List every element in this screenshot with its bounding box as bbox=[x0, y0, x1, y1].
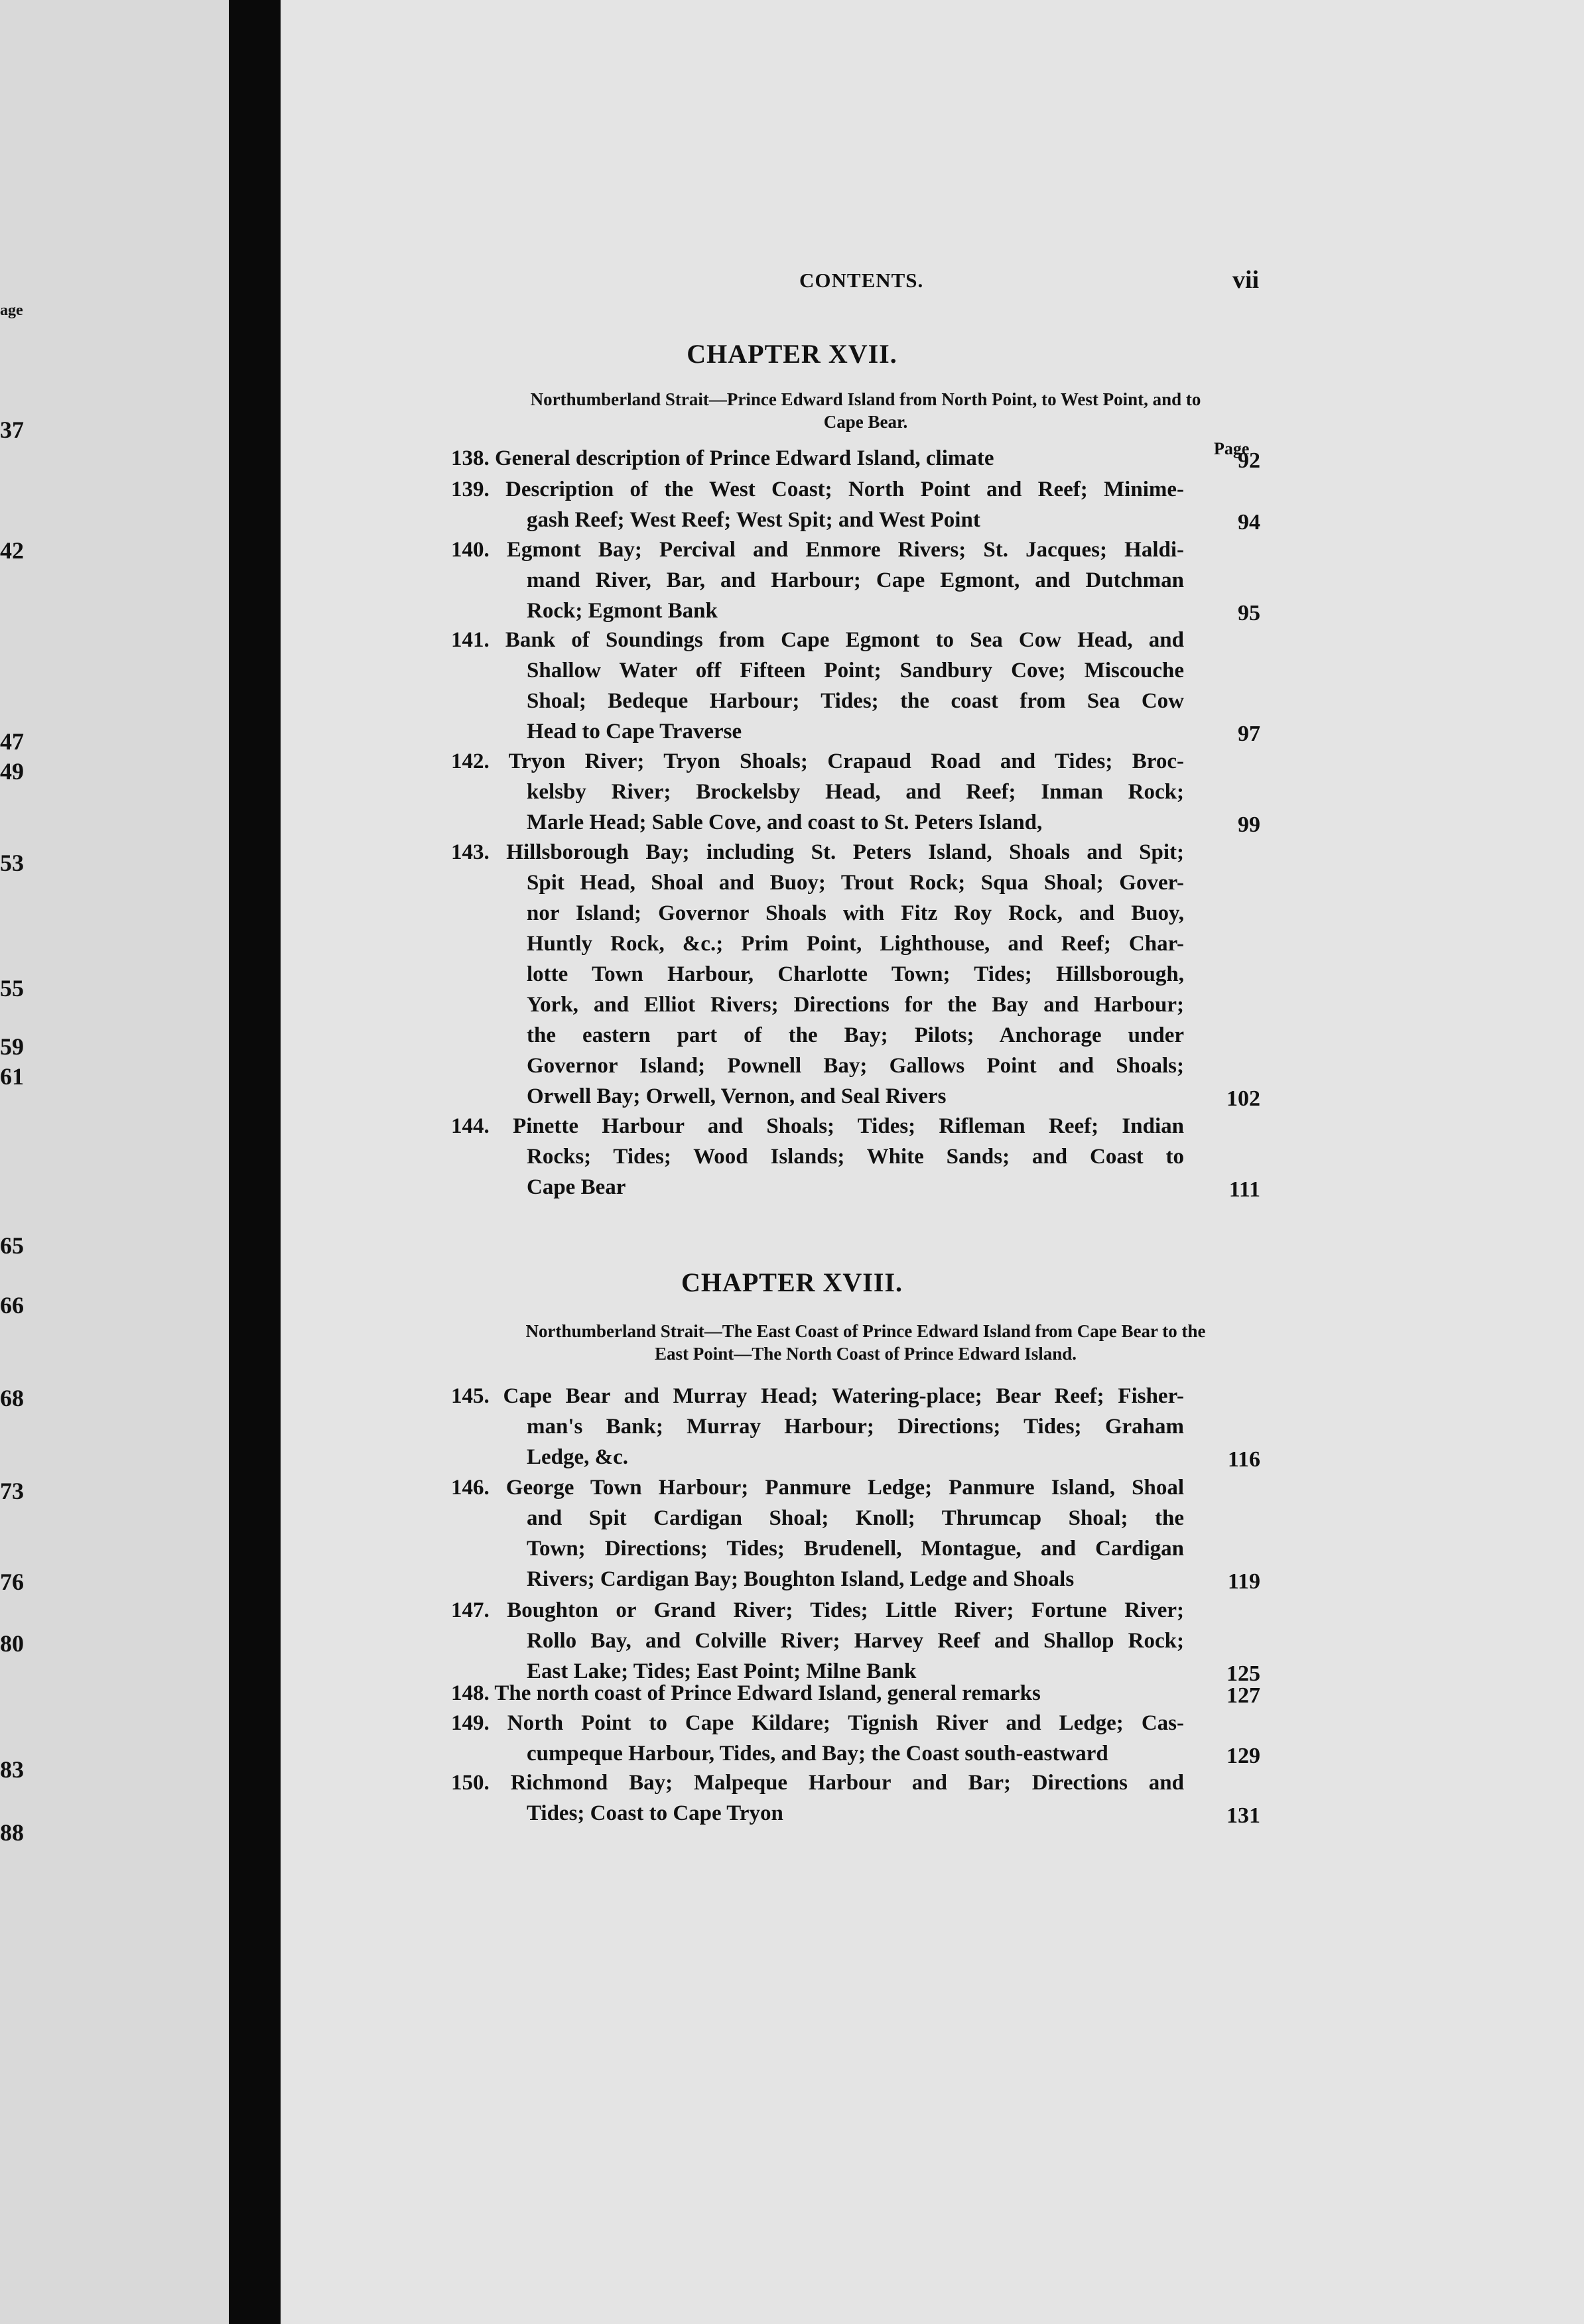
contents-entry bbox=[451, 625, 1184, 747]
entry-line: 147. Boughton or Grand River; Tides; Little River; Fortune River; bbox=[451, 1598, 1184, 1622]
entry-line: mand River, Bar, and Harbour; Cape Egmont, and Dutchman bbox=[527, 568, 1184, 592]
entry-line: Head to Cape Traverse bbox=[527, 720, 742, 743]
entry-page-number: 95 bbox=[1238, 601, 1260, 625]
left-page-number: 42 bbox=[0, 537, 24, 564]
entry-line: Marle Head; Sable Cove, and coast to St. Peters Island, bbox=[527, 810, 1043, 834]
contents-entry bbox=[451, 443, 1184, 474]
entry-page-number: 94 bbox=[1238, 510, 1260, 535]
left-page-number: 47 bbox=[0, 728, 24, 755]
chapter-title: CHAPTER XVIII. bbox=[681, 1267, 903, 1297]
entry-line: York, and Elliot Rivers; Directions for the Bay and Harbour; bbox=[527, 993, 1184, 1017]
entry-page-number: 127 bbox=[1226, 1683, 1260, 1708]
entry-line: 150. Richmond Bay; Malpeque Harbour and Bar; Directions and bbox=[451, 1771, 1184, 1795]
entry-line: Rock; Egmont Bank bbox=[527, 599, 718, 623]
chapter-subtitle bbox=[458, 1320, 1274, 1365]
contents-entry bbox=[451, 837, 1184, 1112]
entry-line: 146. George Town Harbour; Panmure Ledge; Panmure Island, Shoal bbox=[451, 1476, 1184, 1500]
entry-line: Orwell Bay; Orwell, Vernon, and Seal Rivers bbox=[527, 1084, 947, 1108]
entry-page-number: 129 bbox=[1226, 1744, 1260, 1768]
left-page-number: 65 bbox=[0, 1232, 24, 1259]
entry-page-number: 102 bbox=[1226, 1086, 1260, 1111]
entry-line: 149. North Point to Cape Kildare; Tignish River and Ledge; Cas- bbox=[451, 1711, 1184, 1735]
left-page-number: 68 bbox=[0, 1385, 24, 1411]
entry-line: 138. General description of Prince Edward Island, climate bbox=[451, 446, 994, 470]
running-head: CONTENTS. bbox=[799, 269, 924, 292]
entry-line: Rivers; Cardigan Bay; Boughton Island, Ledge and Shoals bbox=[527, 1567, 1075, 1591]
chapter-subtitle-line: Cape Bear. bbox=[823, 412, 908, 432]
contents-entry bbox=[451, 1472, 1184, 1594]
entry-line: 142. Tryon River; Tryon Shoals; Crapaud Road and Tides; Broc- bbox=[451, 749, 1184, 773]
entry-page-number: 99 bbox=[1238, 812, 1260, 837]
entry-line: Shoal; Bedeque Harbour; Tides; the coast from Sea Cow bbox=[527, 689, 1184, 713]
chapter-subtitle-line: Northumberland Strait—Prince Edward Island from North Point, to West Point, and to bbox=[530, 389, 1201, 409]
entry-line: gash Reef; West Reef; West Spit; and West Point bbox=[527, 508, 980, 532]
left-page-fragment: age bbox=[0, 302, 23, 319]
entry-line: Town; Directions; Tides; Brudenell, Montague, and Cardigan bbox=[527, 1537, 1184, 1561]
entry-page-number: 116 bbox=[1227, 1447, 1260, 1472]
left-page-number: 76 bbox=[0, 1569, 24, 1595]
entry-page-number: 97 bbox=[1238, 722, 1260, 746]
entry-line: 140. Egmont Bay; Percival and Enmore Rivers; St. Jacques; Haldi- bbox=[451, 538, 1184, 562]
left-page-number: 80 bbox=[0, 1630, 24, 1657]
left-page-number: 59 bbox=[0, 1033, 24, 1060]
entry-line: lotte Town Harbour, Charlotte Town; Tides; Hillsborough, bbox=[527, 962, 1184, 986]
entry-line: 143. Hillsborough Bay; including St. Peters Island, Shoals and Spit; bbox=[451, 840, 1184, 864]
contents-entry bbox=[451, 1678, 1184, 1709]
contents-entry bbox=[451, 1768, 1184, 1829]
left-page-number: 53 bbox=[0, 850, 24, 876]
chapter-title: CHAPTER XVII. bbox=[687, 339, 897, 369]
contents-entry bbox=[451, 1111, 1184, 1202]
left-page-number: 61 bbox=[0, 1063, 24, 1090]
entry-line: Huntly Rock, &c.; Prim Point, Lighthouse, and Reef; Char- bbox=[527, 932, 1184, 956]
contents-entry bbox=[451, 474, 1184, 535]
entry-line: 144. Pinette Harbour and Shoals; Tides; Rifleman Reef; Indian bbox=[451, 1114, 1184, 1138]
contents-entry bbox=[451, 746, 1184, 838]
entry-line: the eastern part of the Bay; Pilots; Anchorage under bbox=[527, 1023, 1184, 1047]
left-page-number: 83 bbox=[0, 1756, 24, 1783]
entry-line: Shallow Water off Fifteen Point; Sandbury Cove; Miscouche bbox=[527, 659, 1184, 682]
folio-page-number: vii bbox=[1232, 266, 1260, 294]
entry-page-number: 125 bbox=[1226, 1661, 1260, 1686]
entry-line: cumpeque Harbour, Tides, and Bay; the Coast south-eastward bbox=[527, 1742, 1108, 1766]
entry-line: 145. Cape Bear and Murray Head; Watering-place; Bear Reef; Fisher- bbox=[451, 1384, 1184, 1408]
entry-line: Tides; Coast to Cape Tryon bbox=[527, 1801, 783, 1825]
contents-entry bbox=[451, 535, 1184, 626]
entry-line: kelsby River; Brockelsby Head, and Reef; Inman Rock; bbox=[527, 780, 1184, 804]
entry-line: East Lake; Tides; East Point; Milne Bank bbox=[527, 1659, 917, 1683]
left-page-number: 37 bbox=[0, 417, 24, 443]
left-page-number: 55 bbox=[0, 975, 24, 1001]
page-column-label: Page bbox=[1214, 439, 1250, 458]
entry-line: and Spit Cardigan Shoal; Knoll; Thrumcap Shoal; the bbox=[527, 1506, 1184, 1530]
left-page-number: 88 bbox=[0, 1819, 24, 1846]
left-page-number: 49 bbox=[0, 758, 24, 785]
contents-entry bbox=[451, 1381, 1184, 1472]
entry-line: 141. Bank of Soundings from Cape Egmont to Sea Cow Head, and bbox=[451, 628, 1184, 652]
entry-page-number: 92 bbox=[1238, 448, 1260, 473]
entry-line: Rollo Bay, and Colville River; Harvey Reef and Shallop Rock; bbox=[527, 1629, 1184, 1653]
entry-page-number: 119 bbox=[1227, 1569, 1260, 1594]
entry-line: 139. Description of the West Coast; North Point and Reef; Minime- bbox=[451, 478, 1184, 501]
contents-entry bbox=[451, 1595, 1184, 1687]
chapter-subtitle-line: East Point—The North Coast of Prince Edward Island. bbox=[654, 1344, 1077, 1364]
left-page-number: 73 bbox=[0, 1478, 24, 1504]
entry-page-number: 111 bbox=[1228, 1177, 1260, 1202]
left-page-number: 66 bbox=[0, 1292, 24, 1319]
entry-line: Cape Bear bbox=[527, 1175, 626, 1199]
entry-line: nor Island; Governor Shoals with Fitz Roy Rock, and Buoy, bbox=[527, 901, 1184, 925]
entry-page-number: 131 bbox=[1226, 1803, 1260, 1828]
entry-line: 148. The north coast of Prince Edward Island, general remarks bbox=[451, 1681, 1041, 1705]
entry-line: man's Bank; Murray Harbour; Directions; Tides; Graham bbox=[527, 1415, 1184, 1439]
contents-entry bbox=[451, 1708, 1184, 1769]
chapter-subtitle-line: Northumberland Strait—The East Coast of Prince Edward Island from Cape Bear to the bbox=[525, 1321, 1206, 1341]
entry-line: Rocks; Tides; Wood Islands; White Sands; and Coast to bbox=[527, 1145, 1184, 1169]
entry-line: Governor Island; Pownell Bay; Gallows Point and Shoals; bbox=[527, 1054, 1184, 1078]
chapter-subtitle bbox=[468, 388, 1264, 433]
entry-line: Ledge, &c. bbox=[527, 1445, 629, 1469]
entry-line: Spit Head, Shoal and Buoy; Trout Rock; Squa Shoal; Gover- bbox=[527, 871, 1184, 895]
